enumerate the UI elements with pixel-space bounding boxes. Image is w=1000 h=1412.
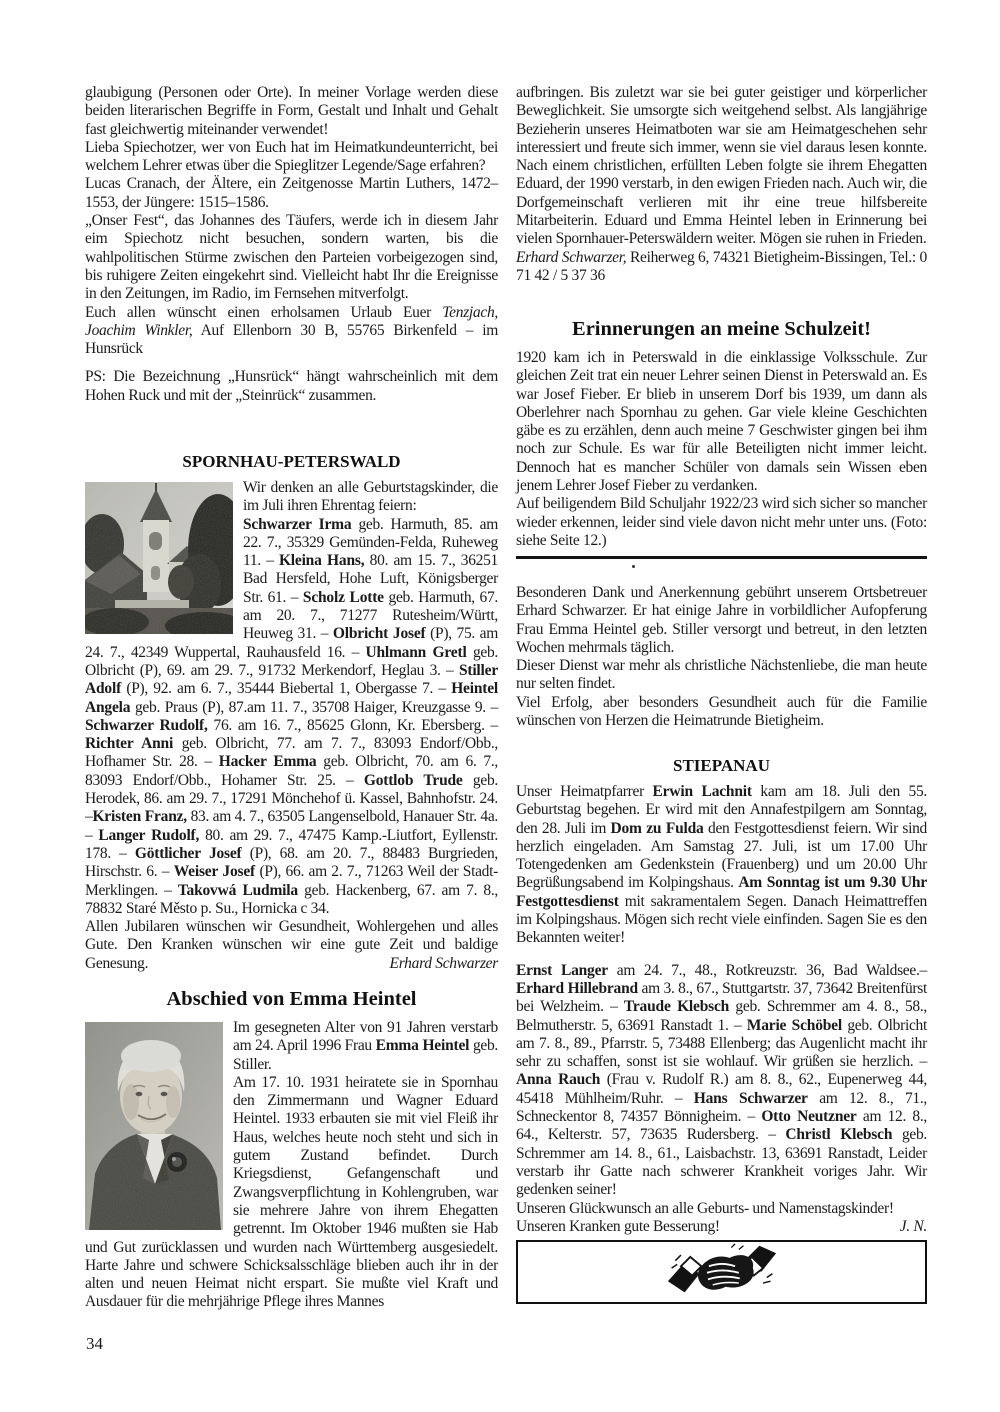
intro-paragraph: „Onser Fest“, das Johannes des Täufers, werde ich in diesem Jahr eim Spiechotz nicht besuchen, sondern warten, bis die wahlpolitischen Stürme zwischen den Parteien vorbeigezogen sind, bis ruhigere Zeiten eingekehrt sind. Vielleicht habt Ihr die Ereignisse in den Zeitungen, im Radio, im Fernsehen mitverfolgt. [85,212,498,303]
divider-line [516,556,927,559]
abschied-body [85,1019,498,1312]
obituary-text: Im gesegneten Alter von 91 Jahren verstarb am 24. April 1996 Frau Emma Heintel geb. Stiller. Am 17. 10. 1931 heiratete sie in Spornhau den Zimmermann und Wagner Eduard Heintel. 1933 erbauten sie mit viel Fleiß ihr Haus, welches heute noch steht und sich in gutem Zustand befindet. Durch Kriegsdienst, Gefangenschaft und Zwangsverpflichtung in Kohlengruben, war sie mehrere Jahre von ihrem Ehegatten getrennt. Im Oktober 1946 mußten sie Hab und Gut zurücklassen und wurden nach Württemberg ausgesiedelt. Harte Jahre und schwere Schicksalsschläge blieben auch ihr in der alten und neuen Heimat nicht erspart. Sie mußte viel Kraft und Ausdauer für die mehrjährige Pflege ihres Mannes [85,1019,498,1311]
abschied-section [85,988,498,1312]
stiepanau-birthdays: Ernst Langer am 24. 7., 48., Rotkreuzstr. 36, Bad Waldsee.– Erhard Hillebrand am 3. 8., 67., Stuttgartstr. 37, 73642 Breitenfürst bei Welzheim. – Traude Klebsch geb. Schremmer am 4. 8., 58., Belmutherstr. 5, 63691 Ranstadt 1. – Marie Schöbel geb. Olbricht am 7. 8., 89., Pfarrstr. 5, 73488 Ellenberg; das Augenlicht macht ihr sehr zu schaffen, sonst ist sie wohlauf. Wir grüßen sie herzlich. – Anna Rauch (Frau v. Rudolf R.) am 8. 8., 62., Eupenerweg 44, 45418 Mühlheim/Ruhr. – Hans Schwarzer am 12. 8., 71., Schneckentor 8, 74357 Bönnigheim. – Otto Neutzner am 12. 8., 64., Kelterstr. 57, 73635 Rudersberg. – Christl Klebsch geb. Schremmer am 14. 8., 61., Laisbachstr. 13, 63691 Ranstadt, Leider verstarb ihr Gatte nach schwerer Krankheit voriges Jahr. Wir gedenken seiner! Unseren Glückwunsch an alle Geburts- und Namenstagskinder! Unseren Kranken gute Besserung! J. N. [516,961,927,1235]
dank-paragraph: Dieser Dienst war mehr als christliche Nächstenliebe, die man heute nur selten findet. [516,657,927,693]
column-divider-rule [516,556,927,559]
intro-paragraph: Euch allen wünscht einen erholsamen Urlaub Euer Tenzjach, Joachim Winkler, Auf Ellenborn 30 B, 55765 Birkenfeld – im Hunsrück [85,303,499,358]
dank-paragraph: Viel Erfolg, aber besonders Gesundheit auch für die Familie wünschen von Herzen die Heimatrunde Bietigheim. [516,693,927,730]
left-intro-section [85,84,498,405]
stiepanau-heading: STIEPANAU [673,756,770,775]
stiepanau-paragraph: Unser Heimatpfarrer Erwin Lachnit kam am 18. Juli den 55. Geburtstag begehen. Er wird mit den Annafestpilgern am Sonntag, den 28. Juli im Dom zu Fulda den Festgottesdienst feiern. Wir sind herzlich eingeladen. Am Samstag 27. Juli, ist um 17.00 Uhr Totengedenken am Gedenkstein (Frauenberg) und um 20.00 Uhr Begrüßungsabend im Kolpingshaus. Am Sonntag ist um 9.30 Uhr Festgottesdienst mit sakramentalem Segen. Danach Heimattreffen im Kolpingshaus. Mögen sich recht viele einfinden. Sagen Sie es den Bekannten weiter! [516,783,928,947]
page-number: 34 [86,1334,103,1353]
church-photo [85,482,233,634]
birthday-list: Wir denken an alle Geburtstagskinder, die im Juli ihren Ehrentag feiern: Schwarzer Irma geb. Harmuth, 85. am 22. 7., 35329 Gemünden-Felda, Ruheweg 11. – Kleina Hans, 80. am 15. 7., 36251 Bad Hersfeld, Hohe Luft, Königsberger Str. 61. – Scholz Lotte geb. Harmuth, 67. am 20. 7., 71277 Rutesheim/Württ, Heuweg 31. – Olbricht Josef (P), 75. am 24. 7., 42349 Wuppertal, Rauhausfeld 16. – Uhlmann Gretl geb. Olbricht (P), 69. am 29. 7., 91732 Merkendorf, Heglau 3. – Stiller Adolf (P), 92. am 6. 7., 35444 Biebertal 1, Obergasse 7. – Heintel Angela geb. Praus (P), 87.am 11. 7., 35708 Haiger, Kreuzgasse 9. – Schwarzer Rudolf, 76. am 16. 7., 85625 Glonn, Kr. Ebersberg. – Richter Anni geb. Olbricht, 77. am 7. 7., 83093 Endorf/Obb., Hofhamer Str. 28. – Hacker Emma geb. Olbricht, 70. am 6. 7., 83093 Endorf/Obb., Hohamer Str. 25. – Gottlob Trude geb. Herodek, 86. am 29. 7., 17291 Mönchehof ü. Kassel, Bahnhofstr. 24. –Kristen Franz, 83. am 4. 7., 63505 Langenselbold, Hanauer Str. 4a. – Langer Rudolf, 80. am 29. 7., 47475 Kamp.-Liutfort, Eyllenstr. 178. – Göttlicher Josef (P), 68. am 20. 7., 88483 Burgrieden, Hirschstr. 6. – Weiser Josef (P), 66. am 2. 7., 71263 Weil der Stadt-Merklingen. – Takovwá Ludmila geb. Hackenberg, 67. am 7. 8., 78832 Staré Město p. Su., Hornicka c 34. Allen Jubilaren wünschen wir Gesundheit, Wohlergehen und alles Gute. Den Kranken wünschen wir eine gute Zeit und baldige Genesung. Erhard Schwarzer [85,479,499,972]
portrait-photo [85,1022,223,1230]
schulzeit-section [516,318,927,550]
handshake-box [516,1240,927,1304]
memorial-contact: Erhard Schwarzer, Reiherweg 6, 74321 Bietigheim-Bissingen, Tel.: 0 71 42 / 5 37 36 [516,248,927,284]
dank-section [516,584,927,730]
intro-ps-paragraph: PS: Die Bezeichnung „Hunsrück“ hängt wahrscheinlich mit dem Hohen Ruck und mit der „Steinrück“ zusammen. [85,368,498,404]
intro-paragraph: Lucas Cranach, der Ältere, ein Zeitgenosse Martin Luthers, 1472–1553, der Jüngere: 1515–1586. [85,175,498,211]
abschied-heading: Abschied von Emma Heintel [166,988,417,1010]
dank-paragraph: Besonderen Dank und Anerkennung gebührt unserem Ortsbetreuer Erhard Schwarzer. Er hat einige Jahre in vorbildlicher Aufopferung Frau Emma Heintel geb. Stiller versorgt und betreut, in den letzten Wochen mehrmals täglich. [516,584,927,656]
ink-speck [632,565,635,568]
intro-paragraph: glaubigung (Personen oder Orte). In meiner Vorlage werden diese beiden literarischen Begriffe in Form, Gestalt und Inhalt und Gehalt fast gleichwertig miteinander verwendet! [85,84,498,138]
sponhau-section [85,452,498,973]
schulzeit-paragraph: 1920 kam ich in Peterswald in die einklassige Volksschule. Zur gleichen Zeit trat ein neuer Lehrer seinen Dienst in Peterswald an. Es war Josef Fieber. Er blieb in unserem Dorf bis 1939, um dann als Oberlehrer nach Spornhau zu gehen. Gar viele kleine Geschichten gäbe es zu erzählen, denn auch meine 7 Geschwister gingen bei ihm noch zur Schule. Es war für alle Beteiligten nicht immer leicht. Dennoch hat es mancher Schüler von damals sein Wissen eben jenem Lehrer Josef Fieber zu verdanken. [516,349,927,495]
sponhau-body [85,479,498,973]
schulzeit-paragraph: Auf beiligendem Bild Schuljahr 1922/23 wird sich sicher so mancher wieder erkennen, leider sind viele davon nicht mehr unter uns. (Foto: siehe Seite 12.) [516,495,927,549]
stiepanau-section [516,756,927,1236]
handshake-illustration [662,1242,782,1303]
memorial-paragraph: aufbringen. Bis zuletzt war sie bei guter geistiger und körperlicher Beweglichkeit. Sie umsorgte sich weitgehend selbst. Als langjährige Bezieherin unseres Heimatboten war sie am Heimatgeschehen sehr interessiert und freute sich immer, wenn sie viel daraus lesen konnte. Nach einem christlichen, erfüllten Leben folgte sie ihrem Ehegatten Eduard, der 1990 verstarb, in den ewigen Frieden nach. Auch wir, die Dorfgemeinschaft verlieren mit ihr eine treue hilfsbereite Mitarbeiterin. Eduard und Emma Heintel leben in Erinnerung bei vielen Spornhauer-Peterswäldern weiter. Mögen sie ruhen in Frieden. [516,84,927,248]
memorial-continuation-section [516,84,927,285]
sponhau-heading: SPORNHAU-PETERSWALD [182,452,401,471]
schulzeit-heading: Erinnerungen an meine Schulzeit! [572,318,871,340]
intro-paragraph: Lieba Spiechotzer, wer von Euch hat im Heimatkundeunterricht, bei welchem Lehrer etwas über die Spieglitzer Legende/Sage erfahren? [85,138,498,175]
